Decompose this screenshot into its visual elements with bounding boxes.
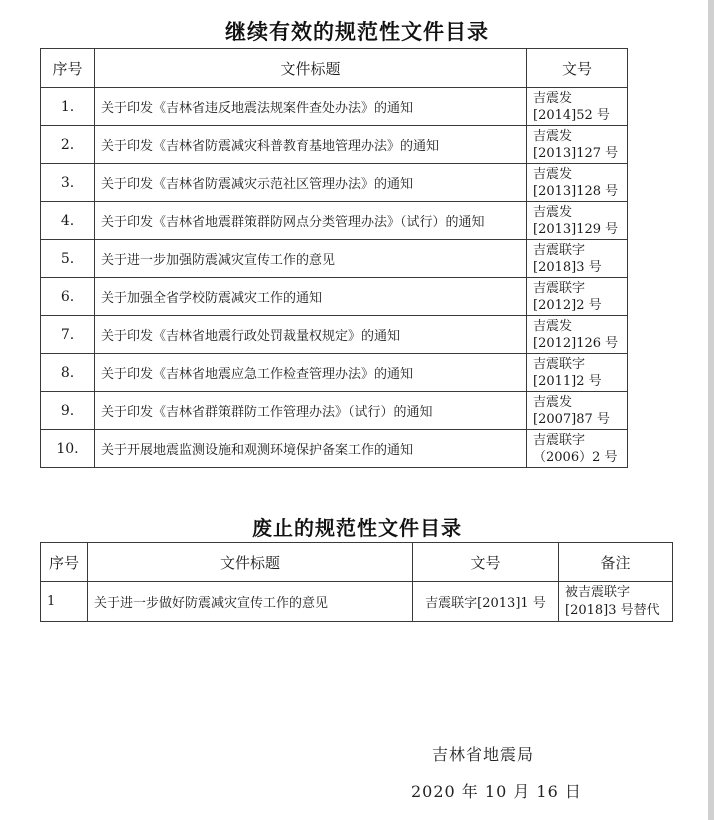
row-doc-number: 吉震发 [2013]128 号: [527, 164, 628, 202]
row-doc-number: 吉震联字[2013]1 号: [413, 582, 559, 622]
header-serial: 序号: [41, 49, 95, 88]
repealed-docs-table: [40, 542, 673, 622]
row-serial: 9.: [41, 392, 95, 430]
row-doc-number: 吉震联字 （2006）2 号: [527, 430, 628, 468]
row-title: 关于印发《吉林省防震减灾科普教育基地管理办法》的通知: [95, 126, 527, 164]
row-title: 关于印发《吉林省地震应急工作检查管理办法》的通知: [95, 354, 527, 392]
row-title: 关于印发《吉林省防震减灾示范社区管理办法》的通知: [95, 164, 527, 202]
header-title: 文件标题: [95, 49, 527, 88]
table-row: [41, 392, 628, 430]
row-doc-number: 吉震发 [2013]129 号: [527, 202, 628, 240]
row-title: 关于印发《吉林省地震群策群防网点分类管理办法》（试行）的通知: [95, 202, 527, 240]
table-row: [41, 202, 628, 240]
valid-docs-table: [40, 48, 628, 468]
row-serial: 4.: [41, 202, 95, 240]
table-row: [41, 354, 628, 392]
table-row: [41, 240, 628, 278]
table-header-row: [41, 49, 628, 88]
row-doc-number: 吉震发 [2012]126 号: [527, 316, 628, 354]
row-title: 关于进一步加强防震减灾宣传工作的意见: [95, 240, 527, 278]
row-serial: 1.: [41, 88, 95, 126]
row-serial: 5.: [41, 240, 95, 278]
row-doc-number: 吉震发 [2013]127 号: [527, 126, 628, 164]
issue-date: 2020 年 10 月 16 日: [411, 782, 582, 801]
row-serial: 2.: [41, 126, 95, 164]
header-doc-number: 文号: [413, 543, 559, 582]
row-serial: 7.: [41, 316, 95, 354]
page-edge: [708, 0, 714, 820]
table-header-row: [41, 543, 673, 582]
table-row: [41, 126, 628, 164]
table-row: [41, 430, 628, 468]
row-title: 关于进一步做好防震减灾宣传工作的意见: [88, 582, 413, 622]
row-title: 关于开展地震监测设施和观测环境保护备案工作的通知: [95, 430, 527, 468]
repealed-docs-title: 废止的规范性文件目录: [252, 516, 462, 540]
row-title: 关于加强全省学校防震减灾工作的通知: [95, 278, 527, 316]
row-doc-number: 吉震联字 [2018]3 号: [527, 240, 628, 278]
header-remark: 备注: [559, 543, 673, 582]
row-serial: 3.: [41, 164, 95, 202]
table-row: [41, 164, 628, 202]
header-doc-number: 文号: [527, 49, 628, 88]
row-title: 关于印发《吉林省地震行政处罚裁量权规定》的通知: [95, 316, 527, 354]
header-serial: 序号: [41, 543, 88, 582]
table-row: [41, 88, 628, 126]
row-remark: 被吉震联字 [2018]3 号替代: [559, 582, 673, 622]
row-title: 关于印发《吉林省群策群防工作管理办法》（试行）的通知: [95, 392, 527, 430]
row-doc-number: 吉震联字 [2011]2 号: [527, 354, 628, 392]
row-doc-number: 吉震发 [2007]87 号: [527, 392, 628, 430]
issuing-authority: 吉林省地震局: [432, 745, 535, 764]
valid-docs-title: 继续有效的规范性文件目录: [225, 20, 489, 44]
row-serial: 1: [41, 582, 88, 622]
table-row: [41, 316, 628, 354]
table-row: [41, 582, 673, 622]
row-doc-number: 吉震发 [2014]52 号: [527, 88, 628, 126]
row-doc-number: 吉震联字 [2012]2 号: [527, 278, 628, 316]
row-serial: 10.: [41, 430, 95, 468]
header-title: 文件标题: [88, 543, 413, 582]
row-serial: 6.: [41, 278, 95, 316]
row-serial: 8.: [41, 354, 95, 392]
table-row: [41, 278, 628, 316]
row-title: 关于印发《吉林省违反地震法规案件查处办法》的通知: [95, 88, 527, 126]
